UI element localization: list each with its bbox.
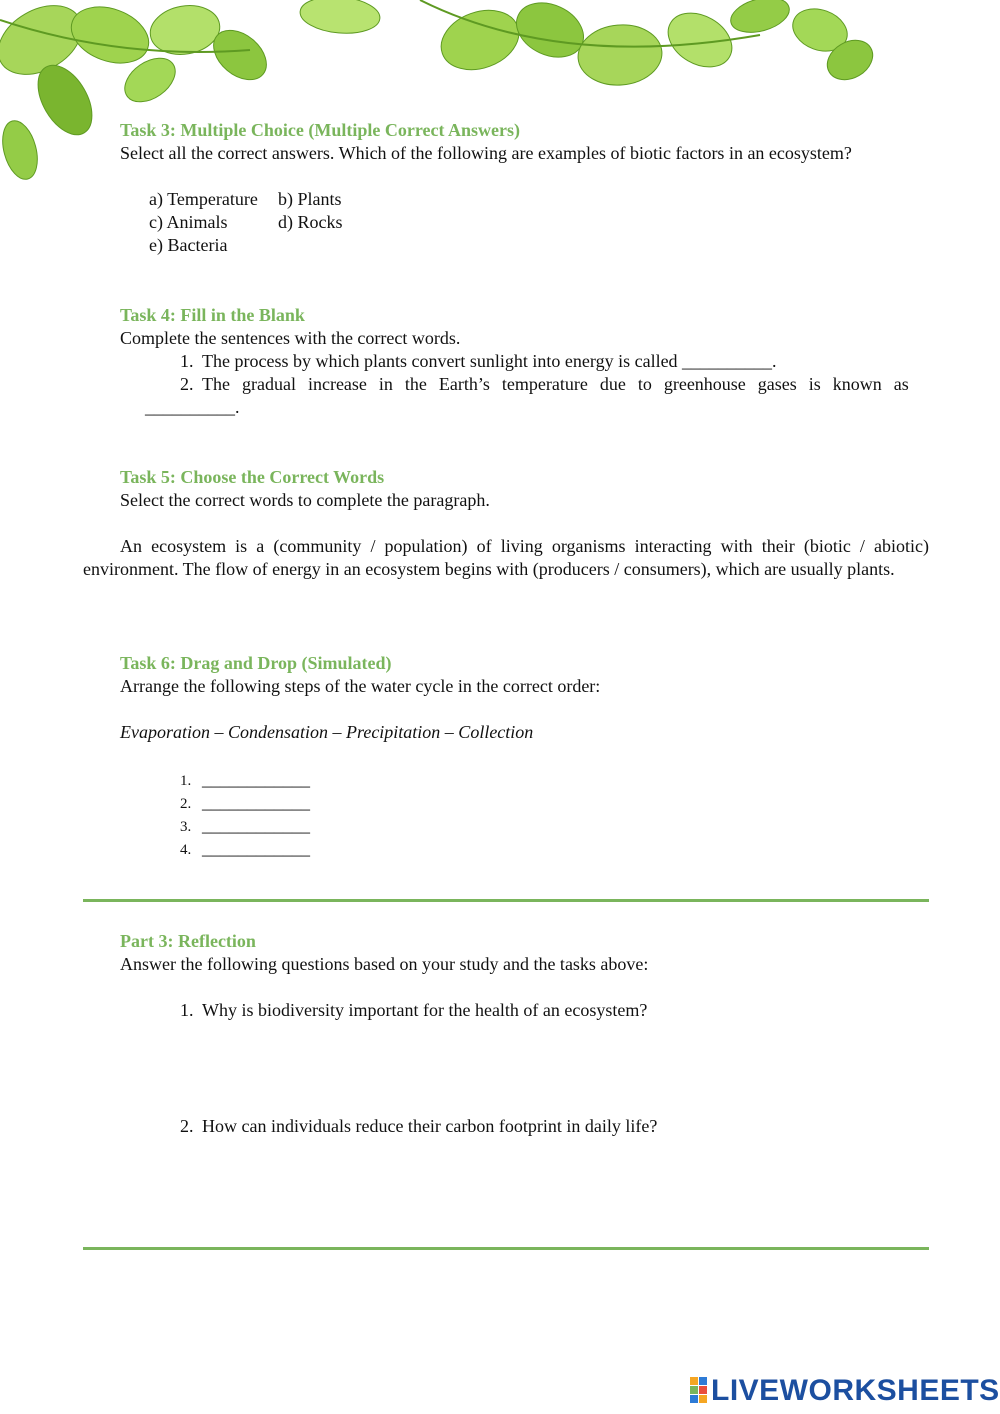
task3-option-a[interactable]: a) Temperature [149, 189, 258, 209]
task6-steps: Evaporation – Condensation – Precipitation – Collection [120, 722, 534, 742]
task4-item-2-continuation[interactable]: __________. [145, 397, 240, 417]
task6-blank-1[interactable]: ____________ [202, 769, 310, 789]
task4-item-1[interactable]: The process by which plants convert sunlight into energy is called __________. [202, 351, 777, 371]
part3-question-2: How can individuals reduce their carbon footprint in daily life? [202, 1116, 658, 1136]
part3-question-1: Why is biodiversity important for the health of an ecosystem? [202, 1000, 648, 1020]
liveworksheets-logo [690, 1374, 1000, 1406]
task6-blank-3[interactable]: ____________ [202, 815, 310, 835]
task3-option-e[interactable]: e) Bacteria [149, 235, 228, 255]
leaves-decoration [0, 0, 1000, 210]
task5-prompt: Select the correct words to complete the paragraph. [120, 490, 490, 510]
part3-prompt: Answer the following questions based on your study and the tasks above: [120, 954, 649, 974]
part3-question-1-number: 1. [180, 1000, 194, 1020]
task4-heading: Task 4: Fill in the Blank [120, 305, 305, 325]
task3-prompt: Select all the correct answers. Which of the following are examples of biotic factors in an ecosystem? [120, 143, 852, 163]
task5-heading: Task 5: Choose the Correct Words [120, 467, 385, 487]
task5-paragraph[interactable]: An ecosystem is a (community / population) of living organisms interacting with their (biotic / abiotic) environment. The flow of energy in an ecosystem begins with (producers / consumers), which are usually plants. [83, 536, 929, 579]
section-divider [83, 899, 929, 902]
task6-blank-2-number: 2. [180, 796, 192, 812]
part3-heading: Part 3: Reflection [120, 931, 256, 951]
task4-item-1-number: 1. [180, 351, 194, 371]
task6-blank-3-number: 3. [180, 819, 192, 835]
task4-prompt: Complete the sentences with the correct words. [120, 328, 461, 348]
task6-heading: Task 6: Drag and Drop (Simulated) [120, 653, 392, 673]
part3-question-2-number: 2. [180, 1116, 194, 1136]
bottom-divider [83, 1247, 929, 1250]
task6-blank-4-number: 4. [180, 842, 192, 858]
task3-option-c[interactable]: c) Animals [149, 212, 228, 232]
task6-prompt: Arrange the following steps of the water cycle in the correct order: [120, 676, 601, 696]
task6-blank-4[interactable]: ____________ [202, 838, 310, 858]
task3-heading: Task 3: Multiple Choice (Multiple Correct Answers) [120, 120, 520, 140]
task4-item-2[interactable]: The gradual increase in the Earth’s temperature due to greenhouse gases is known as [202, 374, 909, 394]
task3-option-b[interactable]: b) Plants [278, 189, 342, 209]
task6-blank-1-number: 1. [180, 773, 192, 789]
logo-mark-icon [690, 1377, 707, 1403]
task4-item-2-number: 2. [180, 374, 194, 394]
task6-blank-2[interactable]: ____________ [202, 792, 310, 812]
logo-text: LIVEWORKSHEETS [711, 1373, 1000, 1407]
task3-option-d[interactable]: d) Rocks [278, 212, 343, 232]
